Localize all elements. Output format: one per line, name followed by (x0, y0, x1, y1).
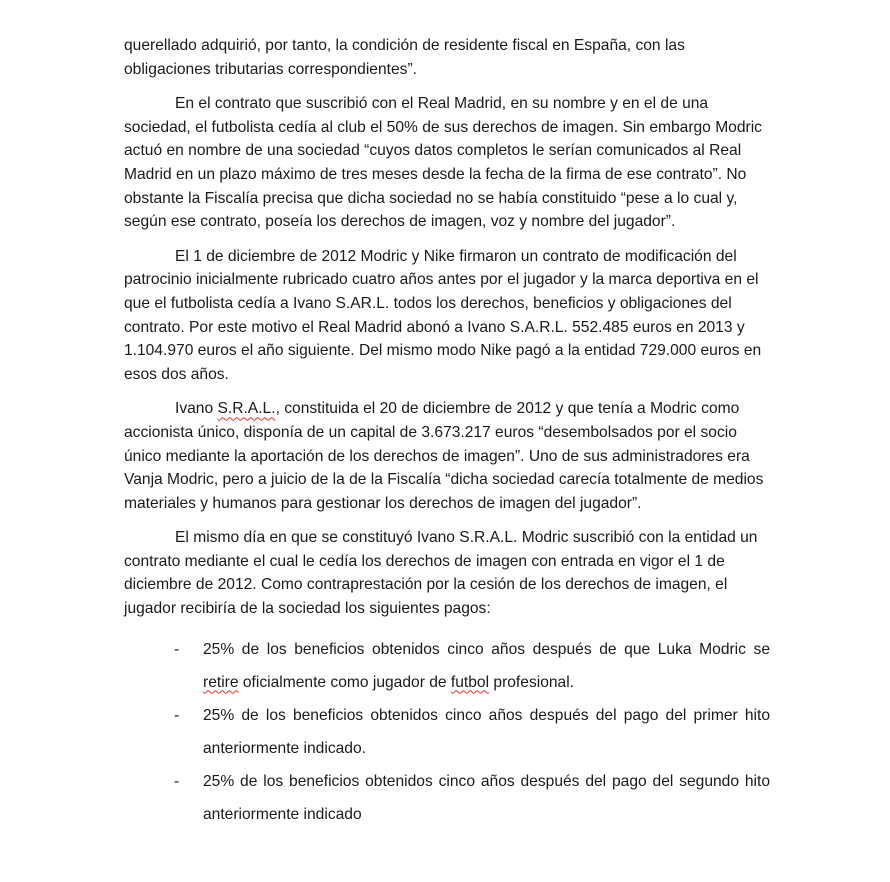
spellcheck-flagged-word[interactable]: retire (203, 673, 239, 691)
list-item (124, 633, 770, 699)
list-item-text: 25% de los beneficios obtenidos cinco años después de que Luka Modric se (203, 640, 770, 658)
paragraph-1: querellado adquirió, por tanto, la condición de residente fiscal en España, con las obligaciones tributarias correspondientes”. (124, 37, 685, 78)
list-item-text: oficialmente como jugador de (238, 673, 451, 691)
paragraph-5: El mismo día en que se constituyó Ivano S.R.A.L. Modric suscribió con la entidad un contrato mediante el cual le cedía los derechos de imagen con entrada en vigor el 1 de diciembre de 2012. Como contraprestación por la cesión de los derechos de imagen, el jugador recibiría de la sociedad los siguientes pagos: (124, 529, 758, 618)
paragraph-3: El 1 de diciembre de 2012 Modric y Nike firmaron un contrato de modificación del patrocinio inicialmente rubricado cuatro años antes por el jugador y la marca deportiva en el que el futbolista cedía a Ivano S.AR.L. todos los derechos, beneficios y obligaciones del contrato. Por este motivo el Real Madrid abonó a Ivano S.A.R.L. 552.485 euros en 2013 y 1.104.970 euros el año siguiente. Del mismo modo Nike pagó a la entidad 729.000 euros en esos dos años. (124, 247, 762, 383)
list-item (124, 765, 770, 831)
list-item (124, 699, 770, 765)
payments-list (124, 633, 770, 831)
spellcheck-flagged-word[interactable]: S.R.A.L. (217, 400, 276, 418)
spellcheck-flagged-word[interactable]: futbol (450, 673, 490, 691)
list-dash-marker: - (174, 640, 180, 658)
list-dash-marker: - (174, 772, 180, 790)
paragraph-4 (124, 397, 770, 515)
paragraph-2: En el contrato que suscribió con el Real Madrid, en su nombre y en el de una sociedad, el futbolista cedía al club el 50% de sus derechos de imagen. Sin embargo Modric actuó en nombre de una sociedad “cuyos datos completos le serían comunicados al Real Madrid en un plazo máximo de tres meses desde la fecha de la firma de ese contrato”. No obstante la Fiscalía precisa que dicha sociedad no se había constituido “pese a lo cual y, según ese contrato, poseía los derechos de imagen, voz y nombre del jugador”. (124, 95, 762, 231)
list-dash-marker: - (174, 706, 180, 724)
list-item-text: 25% de los beneficios obtenidos cinco años después del pago del primer hito anteriormente indicado. (203, 706, 770, 757)
paragraph-4-start: Ivano (175, 400, 218, 418)
list-item-text: profesional. (489, 673, 575, 691)
paragraph-4-rest: , constituida el 20 de diciembre de 2012 y que tenía a Modric como accionista único, disponía de un capital de 3.673.217 euros “desembolsados por el socio único mediante la aportación de los derechos de imagen”. Uno de sus administradores era Vanja Modric, pero a juicio de la de la Fiscalía “dicha sociedad carecía totalmente de medios materiales y humanos para gestionar los derechos de imagen del jugador”. (124, 400, 764, 512)
list-item-text: 25% de los beneficios obtenidos cinco años después del pago del segundo hito anteriormente indicado (203, 772, 770, 823)
